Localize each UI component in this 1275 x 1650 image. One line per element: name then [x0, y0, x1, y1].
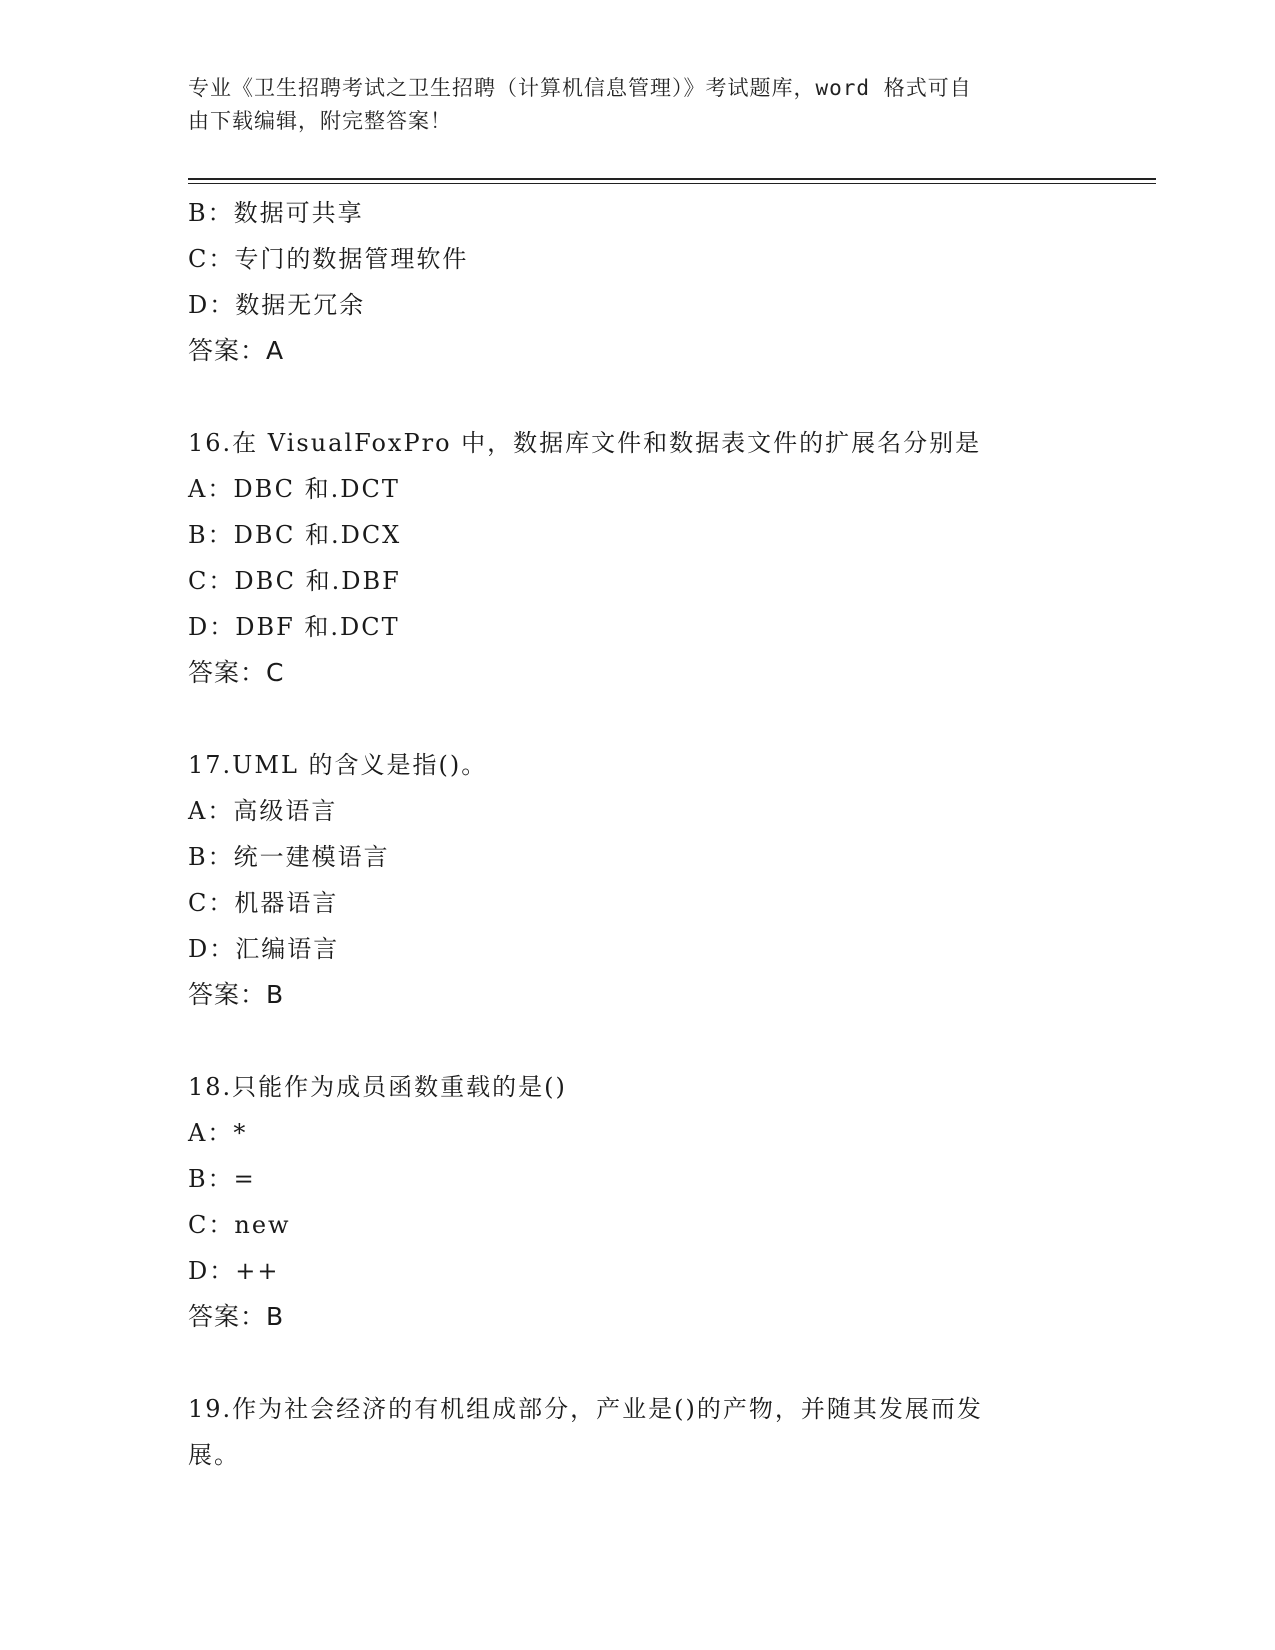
question-19: [188, 1386, 1088, 1478]
answer: 答案：B: [188, 1302, 285, 1331]
header-line-1: 专业《卫生招聘考试之卫生招聘（计算机信息管理）》考试题库，word 格式可自: [188, 76, 972, 100]
header-rule-thick: [188, 178, 1156, 180]
option-c: C：new: [188, 1211, 291, 1239]
question-list: [188, 190, 1088, 1478]
option-a: A：DBC 和.DCT: [188, 475, 400, 503]
option-d: D：汇编语言: [188, 935, 340, 963]
answer: 答案：B: [188, 980, 285, 1009]
option-d: D：DBF 和.DCT: [188, 613, 400, 641]
option-b: B：统一建模语言: [188, 843, 390, 871]
option-a: A：高级语言: [188, 797, 338, 825]
document-header: [188, 72, 1088, 138]
question-text-line-2: 展。: [188, 1441, 240, 1469]
option-b: B：DBC 和.DCX: [188, 521, 402, 549]
answer: 答案：A: [188, 336, 285, 365]
question-text: 16.在 VisualFoxPro 中，数据库文件和数据表文件的扩展名分别是: [188, 429, 982, 457]
option-a: A：*: [188, 1119, 248, 1147]
option-d: D：++: [188, 1257, 280, 1285]
option-c: C：DBC 和.DBF: [188, 567, 401, 595]
header-rule-thin: [188, 183, 1156, 184]
option-d: D：数据无冗余: [188, 291, 366, 319]
header-line-2: 由下载编辑，附完整答案！: [188, 109, 452, 133]
question-15-tail: [188, 190, 1088, 374]
question-16: [188, 420, 1088, 696]
option-c: C：机器语言: [188, 889, 339, 917]
question-18: [188, 1064, 1088, 1340]
question-text: 17.UML 的含义是指()。: [188, 751, 488, 779]
question-text: 18.只能作为成员函数重载的是(): [188, 1073, 567, 1101]
option-b: B：=: [188, 1165, 256, 1193]
option-b: B：数据可共享: [188, 199, 364, 227]
answer: 答案：C: [188, 658, 285, 687]
question-text-line-1: 19.作为社会经济的有机组成部分，产业是()的产物，并随其发展而发: [188, 1395, 983, 1423]
option-c: C：专门的数据管理软件: [188, 245, 469, 273]
question-17: [188, 742, 1088, 1018]
